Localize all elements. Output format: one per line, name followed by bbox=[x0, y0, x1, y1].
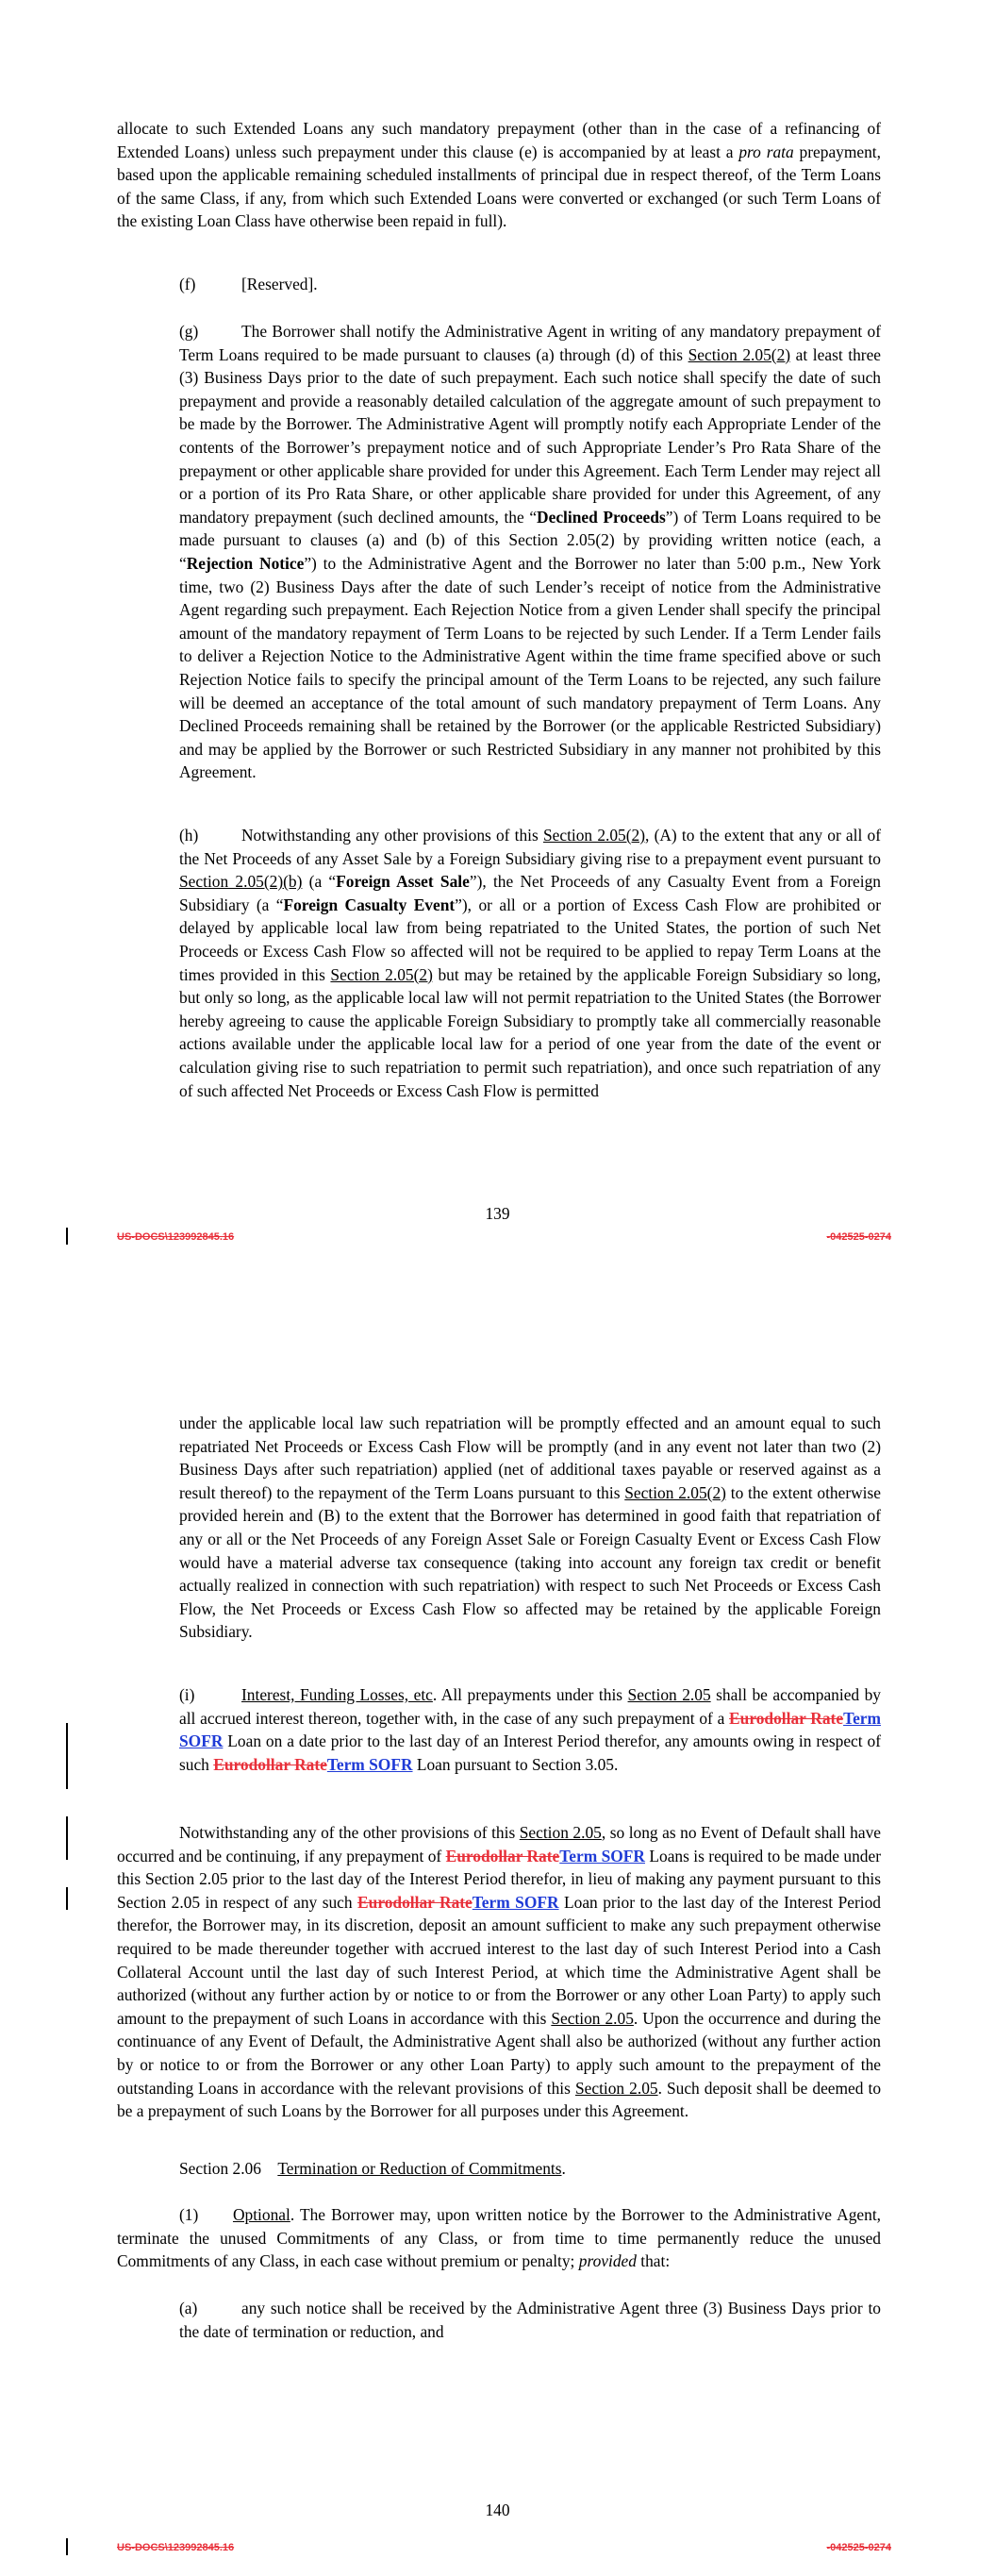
section-reference: Section 2.05 bbox=[519, 1823, 602, 1842]
inserted-text: Term SOFR bbox=[472, 1892, 559, 1912]
document-id: US-DOCS\123992845.16 bbox=[117, 1231, 235, 1243]
document-id: US-DOCS\123992845.16 bbox=[117, 2542, 235, 2553]
change-bar bbox=[66, 1228, 68, 1245]
clause-i: (i) Interest, Funding Losses, etc. All prepayments under this Section 2.05 shall be accompanied by all accrued interest thereon, together with, in the case of any such prepayment of a Eurodollar RateTerm SOFR Loan on a date prior to the last day of an Interest Period therefor, any amounts owing in respect of such Eurodollar RateTerm SOFR Loan pursuant to Section 3.05. bbox=[179, 1685, 881, 1774]
page-139 bbox=[0, 0, 995, 1264]
carryover-paragraph: allocate to such Extended Loans any such mandatory prepayment (other than in the case of a refinancing of Extended Loans) unless such prepayment under this clause (e) is accompanied by at least a pro rata prepayment, based upon the applicable remaining scheduled installments of principal due in respect thereof, of the Term Loans of the same Class, if any, from which such Extended Loans were converted or exchanged (or such Term Loans of the existing Loan Class have otherwise been repaid in full). bbox=[117, 119, 881, 231]
defined-term: Foreign Casualty Event bbox=[283, 895, 456, 914]
change-bar bbox=[66, 1723, 68, 1789]
clause-h: (h) Notwithstanding any other provisions of this Section 2.05(2), (A) to the extent that any or all of the Net Proceeds of any Asset Sale by a Foreign Subsidiary giving rise to a prepayment event pursuant to Section 2.05(2)(b) (a “Foreign Asset Sale”), the Net Proceeds of any Casualty Event from a Foreign Subsidiary (a “Foreign Casualty Event”), or all or a portion of Excess Cash Flow are prohibited or delayed by applicable local law from being repatriated to the United States, the portion of such Net Proceeds or Excess Cash Flow so affected will not be required to be applied to repay Term Loans at the times provided in this Section 2.05(2) but may be retained by the applicable Foreign Subsidiary so long, but only so long, as the applicable local law will not permit repatriation to the United States (the Borrower hereby agreeing to cause the applicable Foreign Subsidiary to promptly take all commercially reasonable actions available under the applicable local law for a period of one year from the date of the event or calculation giving rise to such repatriation to permit such repatriation), and once such repatriation of any of such affected Net Proceeds or Excess Cash Flow is permitted bbox=[179, 826, 881, 1100]
deleted-text: Eurodollar Rate bbox=[445, 1846, 560, 1865]
clause-1: (1) Optional. The Borrower may, upon written notice by the Borrower to the Administrative Agent, terminate the unused Commitments of any Class, or from time to time permanently reduce the unused Commitments of any Class, in each case without premium or penalty; provided that: bbox=[117, 2205, 881, 2271]
defined-term: Foreign Asset Sale bbox=[336, 872, 470, 892]
inserted-text: Term SOFR bbox=[326, 1754, 413, 1774]
change-bar bbox=[66, 1816, 68, 1860]
deleted-text: Eurodollar Rate bbox=[213, 1754, 327, 1774]
section-reference: Section 2.05(2) bbox=[542, 826, 646, 845]
section-reference: Section 2.05(2) bbox=[624, 1482, 726, 1502]
defined-term: Rejection Notice bbox=[186, 553, 305, 573]
clause-label: (a) bbox=[179, 2299, 198, 2317]
deleted-text: Eurodollar Rate bbox=[729, 1708, 844, 1728]
page-footer bbox=[0, 2538, 995, 2557]
section-reference: Section 2.05 bbox=[627, 1685, 711, 1704]
clause-f: (f) [Reserved]. bbox=[179, 273, 881, 296]
page-140 bbox=[0, 1264, 995, 2576]
clause-1a: (a) any such notice shall be received by the Administrative Agent three (3) Business Days prior to the date of termination or reduction, and bbox=[179, 2299, 881, 2341]
clause-label: (f) bbox=[179, 275, 196, 293]
section-reference: Section 2.05(2)(b) bbox=[179, 872, 303, 892]
matter-id: -042525-0274 bbox=[826, 2542, 891, 2553]
change-bar bbox=[66, 1887, 68, 1910]
page-number: 139 bbox=[485, 1204, 510, 1223]
clause-label: (g) bbox=[179, 322, 199, 341]
section-reference: Section 2.05(2) bbox=[330, 964, 433, 984]
carryover-paragraph: under the applicable local law such repatriation will be promptly effected and an amount equal to such repatriated Net Proceeds or Excess Cash Flow will be promptly (and in any event not later than two (2) Business Days after such repatriation) applied (net of additional taxes payable or reserved against as a result thereof) to the repayment of the Term Loans pursuant to this Section 2.05(2) to the extent otherwise provided herein and (B) to the extent that the Borrower has determined in good faith that repatriation of any or all or the Net Proceeds of any Foreign Asset Sale or Foreign Casualty Event or Excess Cash Flow would have a material adverse tax consequence (taking into account any foreign tax credit or benefit actually realized in connection with such repatriation) with respect to such Net Proceeds or Excess Cash Flow, the Net Proceeds or Excess Cash Flow so affected may be retained by the applicable Foreign Subsidiary. bbox=[179, 1413, 881, 1642]
clause-g: (g) The Borrower shall notify the Administrative Agent in writing of any mandatory prepayment of Term Loans required to be made pursuant to clauses (a) through (d) of this Section 2.05(2) at least three (3) Business Days prior to the date of such prepayment. Each such notice shall specify the date of such prepayment and provide a reasonably detailed calculation of the aggregate amount of such prepayment to be made by the Borrower. The Administrative Agent will promptly notify each Appropriate Lender of the contents of the Borrower’s prepayment notice and of such Appropriate Lender’s Pro Rata Share of the prepayment or other applicable share provided for under this Agreement. Each Term Lender may reject all or a portion of its Pro Rata Share, or other applicable share provided for under this Agreement, of any mandatory prepayment (such declined amounts, the “Declined Proceeds”) of Term Loans required to be made pursuant to clauses (a) and (b) of this Section 2.05(2) by providing written notice (each, a “Rejection Notice”) to the Administrative Agent and the Borrower no later than 5:00 p.m., New York time, two (2) Business Days after the date of such Lender’s receipt of notice from the Administrative Agent regarding such prepayment. Each Rejection Notice from a given Lender shall specify the principal amount of the mandatory repayment of Term Loans to be rejected by such Lender. If a Term Lender fails to deliver a Rejection Notice to the Administrative Agent within the time frame specified above or such Rejection Notice fails to specify the principal amount of the Term Loans to be rejected, any such failure will be deemed an acceptance of the total amount of such mandatory prepayment of Term Loans. Any Declined Proceeds remaining shall be retained by the Borrower (or the applicable Restricted Subsidiary) and may be applied by the Borrower or such Restricted Subsidiary in any manner not prohibited by this Agreement. bbox=[179, 322, 882, 782]
clause-label: (h) bbox=[179, 826, 199, 845]
clause-label: (i) bbox=[179, 1685, 195, 1704]
inserted-text: Term SOFR bbox=[179, 1708, 881, 1751]
section-number: Section 2.06 bbox=[179, 2159, 261, 2178]
clause-heading: Interest, Funding Losses, etc bbox=[241, 1685, 433, 1704]
deleted-text: Eurodollar Rate bbox=[357, 1892, 473, 1912]
change-bar bbox=[66, 2538, 68, 2555]
defined-term: Declined Proceeds bbox=[537, 507, 666, 527]
inserted-text: Term SOFR bbox=[559, 1846, 645, 1865]
section-title: Termination or Reduction of Commitments bbox=[277, 2159, 562, 2178]
clause-heading: Optional bbox=[232, 2205, 290, 2224]
section-reference: Section 2.05(2) bbox=[688, 344, 791, 364]
section-reference: Section 2.05 bbox=[574, 2078, 658, 2098]
page-footer bbox=[0, 1228, 995, 1246]
matter-id: -042525-0274 bbox=[826, 1231, 891, 1243]
section-heading: Section 2.06 Termination or Reduction of Commitments. bbox=[179, 2159, 566, 2178]
page-number: 140 bbox=[485, 2501, 510, 2519]
section-reference: Section 2.05 bbox=[551, 2008, 634, 2028]
clause-label: (1) bbox=[179, 2205, 199, 2224]
notwithstanding-paragraph: Notwithstanding any of the other provisions of this Section 2.05, so long as no Event of Default shall have occurred and be continuing, if any prepayment of Eurodollar RateTerm SOFR Loans is required to be made under this Section 2.05 prior to the last day of the Interest Period therefor, in lieu of making any payment pursuant to this Section 2.05 in respect of any such Eurodollar RateTerm SOFR Loan prior to the last day of the Interest Period therefor, the Borrower may, in its discretion, deposit an amount sufficient to make any such prepayment otherwise required to be made thereunder together with accrued interest to the last day of such Interest Period into a Cash Collateral Account until the last day of such Interest Period, at which time the Administrative Agent shall be authorized (without any further action by or notice to or from the Borrower or any other Loan Party) to apply such amount to the prepayment of such Loans in accordance with this Section 2.05. Upon the occurrence and during the continuance of any Event of Default, the Administrative Agent shall also be authorized (without any further action by or notice to or from the Borrower or any other Loan Party) to apply such amount to the prepayment of the outstanding Loans in accordance with the relevant provisions of this Section 2.05. Such deposit shall be deemed to be a prepayment of such Loans by the Borrower for all purposes under this Agreement. bbox=[117, 1823, 882, 2121]
